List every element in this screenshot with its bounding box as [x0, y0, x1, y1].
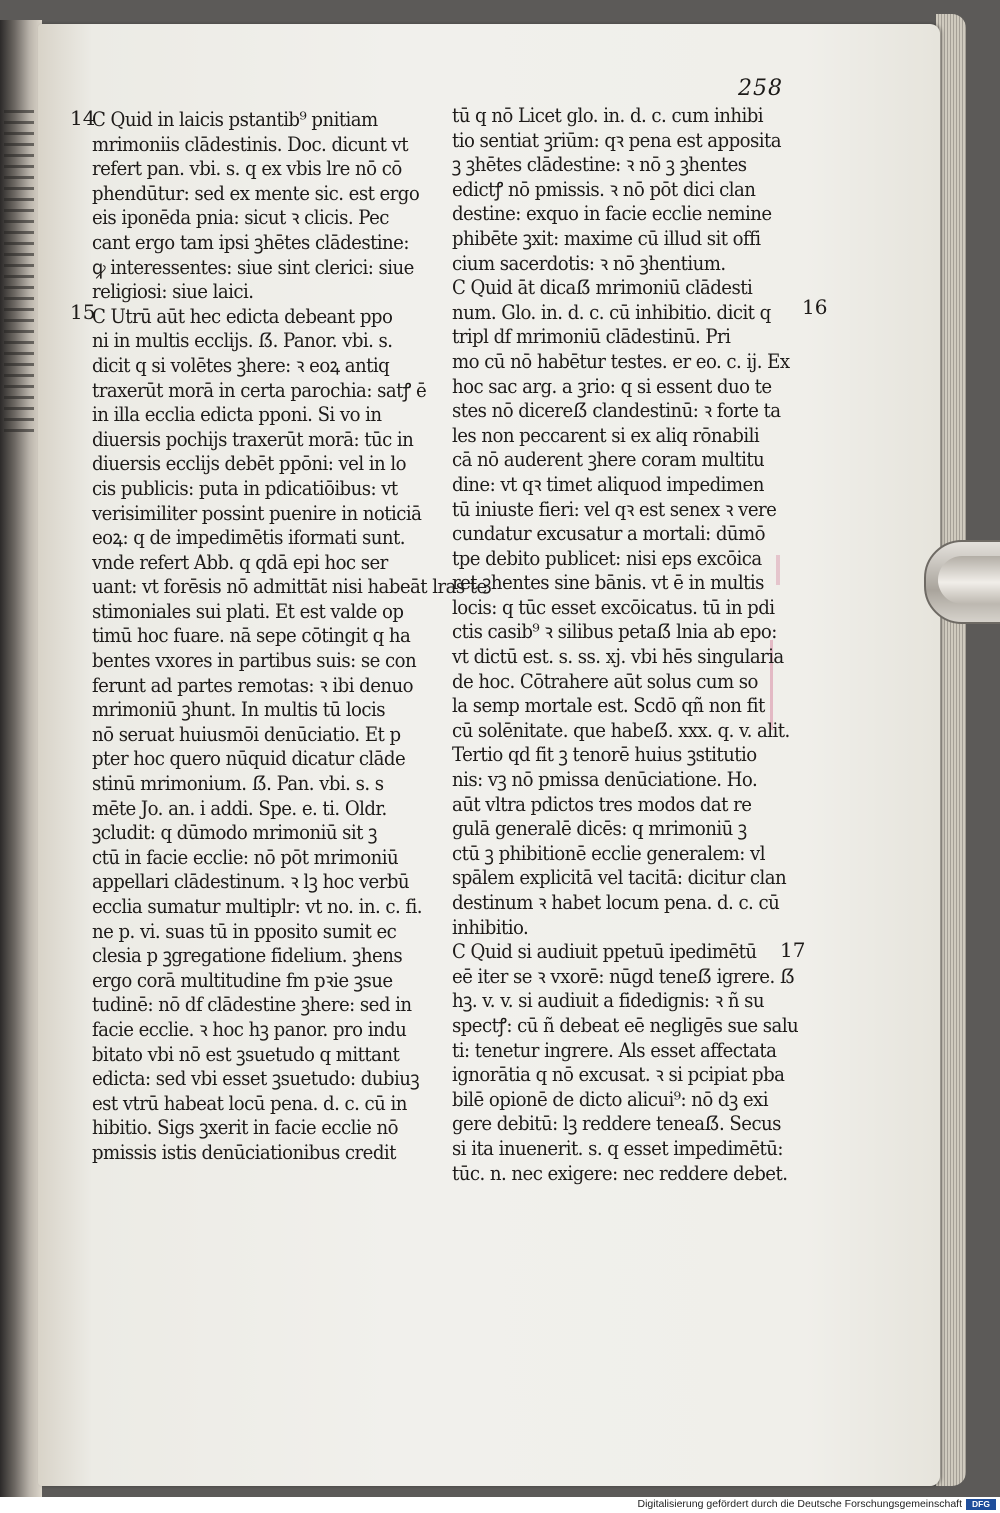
margin-number-16: 16	[802, 295, 828, 319]
text-line: tpe debito publicet: nisi eps excōica	[452, 546, 762, 570]
text-line: mrimoniis clādestinis. Doc. dicunt vt	[92, 132, 408, 156]
text-line: Tertio qd fit ꝫ tenorē huius ꝫstitutio	[452, 743, 757, 767]
text-line: mrimoniū ꝫhunt. In multis tū locis	[92, 698, 386, 722]
text-line: C Quid āt dicaẞ mrimoniū clādesti	[452, 276, 753, 300]
margin-number-17: 17	[780, 938, 806, 962]
text-line: eis iponēda pnia: sicut ꝛ clicis. Pec	[92, 206, 389, 230]
text-line: ꝙ interessentes: siue sint clerici: siue	[92, 255, 414, 279]
text-line: pter hoc quero nūquid dicatur clāde	[92, 747, 406, 771]
text-line: dine: vt qꝛ timet aliquod impedimen	[452, 472, 764, 496]
text-line: hoc sac arg. a ꝫrio: q si essent duo te	[452, 374, 772, 398]
text-line: locis: q tūc esset excōicatus. tū in pdi	[452, 595, 775, 619]
text-line: tū q nō Licet glo. in. d. c. cum inhibi	[452, 104, 764, 127]
text-line: nis: vꝫ nō pmissa denūciatione. Ho.	[452, 768, 758, 792]
text-line: timū hoc fuare. nā sepe cōtingit q ha	[92, 624, 411, 648]
text-line: facie ecclie. ꝛ hoc hꝫ panor. pro indu	[92, 1017, 407, 1041]
text-line: C Quid si audiuit ppetuū ipedimētū	[452, 940, 757, 964]
text-line: les non peccarent si ex aliq rōnabili	[452, 423, 760, 447]
folio-number: 258	[738, 76, 783, 101]
text-line: hibitio. Sigs ꝫxerit in facie ecclie nō	[92, 1116, 398, 1140]
left-text-column	[92, 108, 487, 1166]
text-line: ret ꝫhentes sine bānis. vt ē in multis	[452, 571, 764, 595]
text-line: refert pan. vbi. s. q ex vbis lre nō cō	[92, 157, 402, 181]
text-line: cis publicis: puta in pdicatiōibus: vt	[92, 476, 398, 500]
right-text-column	[452, 104, 798, 1186]
text-line: ctū in facie ecclie: nō pōt mrimoniū	[92, 845, 399, 869]
text-line: destine: exquo in facie ecclie nemine	[452, 202, 772, 226]
page-fore-edge	[936, 14, 966, 1486]
text-line: bilē opionē de dicto alicui⁹: nō dꝫ exi	[452, 1087, 768, 1111]
margin-number-15: 15	[70, 300, 96, 324]
text-line: tū iniuste fieri: vel qꝛ est senex ꝛ vere	[452, 497, 777, 521]
text-line: stinū mrimonium. ẞ. Pan. vbi. s. s	[92, 772, 384, 796]
text-line: cā nō auderent ꝫhere coram multitu	[452, 448, 765, 472]
text-line: cundatur excusatur a mortali: dūmō	[452, 522, 766, 546]
text-line: in illa ecclia edicta pponi. Si vo in	[92, 403, 382, 427]
text-line: ne p. vi. suas tū in pposito sumit ec	[92, 919, 397, 943]
text-line: ti: tenetur ingrere. Als esset affectata	[452, 1038, 777, 1062]
text-line: tripl df mrimoniū clādestinū. Pri	[452, 325, 731, 349]
text-line: bitato vbi nō est ꝫsuetudo q mittant	[92, 1042, 400, 1066]
text-line: mēte Jo. an. i addi. Spe. e. ti. Oldr.	[92, 796, 387, 820]
text-line: est vtrū habeat locū pena. d. c. cū in	[92, 1091, 407, 1115]
text-line: destinum ꝛ habet locum pena. d. c. cū	[452, 891, 780, 914]
text-line: cium sacerdotis: ꝛ nō ꝫhentium.	[452, 251, 726, 275]
text-line: edictꝭ nō pmissis. ꝛ nō pōt dici clan	[452, 177, 756, 201]
text-line: ꝫcludit: q dūmodo mrimoniū sit ꝫ	[92, 821, 377, 845]
text-line: spectꝭ: cū ñ debeat eē negligēs sue salu	[452, 1013, 799, 1037]
text-line: C Quid in laicis pstantib⁹ pnitiam	[92, 108, 378, 131]
text-line: religiosi: siue laici.	[92, 280, 254, 304]
text-line: ctū ꝫ phibitionē ecclie generalem: vl	[452, 841, 765, 865]
text-line: cū solēnitate. que habeẞ. xxx. q. v. alit.	[452, 718, 790, 742]
text-line: eē iter se ꝛ vxorē: nūgd teneẞ igrere. ẞ	[452, 964, 795, 988]
text-line: de hoc. Cōtrahere aūt solus cum so	[452, 669, 758, 693]
text-line: mo cū nō habētur testes. er eo. c. ij. Ex	[452, 349, 790, 373]
text-line: ni in multis ecclijs. ẞ. Panor. vbi. s.	[92, 329, 393, 353]
text-line: nō seruat huiusmōi denūciatio. Et p	[92, 722, 401, 746]
text-line: diuersis ecclijs debēt ppōni: vel in lo	[92, 452, 406, 476]
text-line: tudinē: nō df clādestine ꝫhere: sed in	[92, 993, 412, 1017]
text-line: dicit q si volētes ꝫhere: ꝛ eoꝝ antiq	[92, 353, 390, 377]
text-line: num. Glo. in. d. c. cū inhibitio. dicit q	[452, 300, 771, 324]
text-line: si ita inuenerit. s. q esset impedimētū:	[452, 1136, 783, 1160]
text-line: tūc. n. nec exigere: nec reddere debet.	[452, 1161, 788, 1185]
text-line: clesia p ꝫgregatione fidelium. ꝫhens	[92, 944, 403, 968]
text-line: appellari clādestinum. ꝛ lꝫ hoc verbū	[92, 870, 409, 894]
text-line: aūt vltra pdictos tres modos dat re	[452, 792, 752, 816]
book-left-edge	[0, 20, 42, 1497]
text-line: uant: vt forēsis nō admittāt nisi habeāt lras te	[92, 575, 487, 599]
text-line: spālem explicitā vel tacitā: dicitur clan	[452, 866, 787, 890]
footer-bar	[0, 1497, 1000, 1513]
text-line: hꝫ. v. v. si audiuit a fidedignis: ꝛ ñ su	[452, 989, 765, 1013]
text-line: gulā generalē dicēs: q mrimoniū ꝫ	[452, 817, 747, 841]
text-line: tio sentiat ꝫriūm: qꝛ pena est apposita	[452, 128, 781, 152]
text-line: diuersis pochijs traxerūt morā: tūc in	[92, 427, 414, 451]
text-line: verisimiliter possint puenire in noticiā	[92, 501, 422, 525]
text-line: cant ergo tam ipsi ꝫhētes clādestine:	[92, 230, 409, 254]
text-line: edicta: sed vbi esset ꝫsuetudo: dubiuꝫ	[92, 1067, 420, 1091]
text-line: bentes vxores in partibus suis: se con	[92, 649, 417, 673]
text-line: phendūtur: sed ex mente sic. est ergo	[92, 181, 420, 205]
funding-credit: Digitalisierung gefördert durch die Deutsche Forschungsgemeinschaft	[637, 1498, 962, 1510]
text-line: eoꝝ: q de impedimētis iformati sunt.	[92, 526, 405, 550]
text-line: ferunt ad partes remotas: ꝛ ibi denuo	[92, 673, 413, 697]
text-line: gere debitū: lꝫ reddere teneaẞ. Secus	[452, 1112, 781, 1136]
text-line: ecclia sumatur multiplr: vt no. in. c. fi.	[92, 895, 422, 918]
text-line: vt dictū est. s. ss. xj. vbi hēs singularia	[452, 645, 784, 669]
text-line: C Utrū aūt hec edicta debeant ppo	[92, 304, 393, 328]
text-line: stes nō dicereẞ clandestinū: ꝛ forte ta	[452, 399, 781, 423]
text-line: pmissis istis denūciationibus credit	[92, 1140, 396, 1164]
previous-page-edge-text	[4, 110, 34, 440]
text-line: ignorātia q nō excusat. ꝛ si pcipiat pba	[452, 1063, 785, 1087]
text-line: ergo corā multitudine fm pꝛie ꝫsue	[92, 968, 393, 992]
text-line: ꝫ ꝫhētes clādestine: ꝛ nō ꝫ ꝫhentes	[452, 153, 747, 177]
text-line: la semp mortale est. Scdō qñ non fit	[452, 694, 765, 718]
text-line: traxerūt morā in certa parochia: satꝭ ē	[92, 378, 427, 402]
text-line: inhibitio.	[452, 915, 529, 939]
book-clasp	[924, 540, 1000, 624]
dfg-logo: DFG	[966, 1499, 996, 1510]
text-line: ctis casib⁹ ꝛ silibus petaẞ lnia ab epo:	[452, 620, 777, 644]
text-line: stimoniales sui plati. Et est valde op	[92, 599, 404, 623]
text-line: phibēte ꝫxit: maxime cū illud sit offi	[452, 226, 761, 250]
text-line: vnde refert Abb. q qdā epi hoc ser	[92, 550, 388, 574]
margin-number-14: 14	[70, 106, 96, 130]
